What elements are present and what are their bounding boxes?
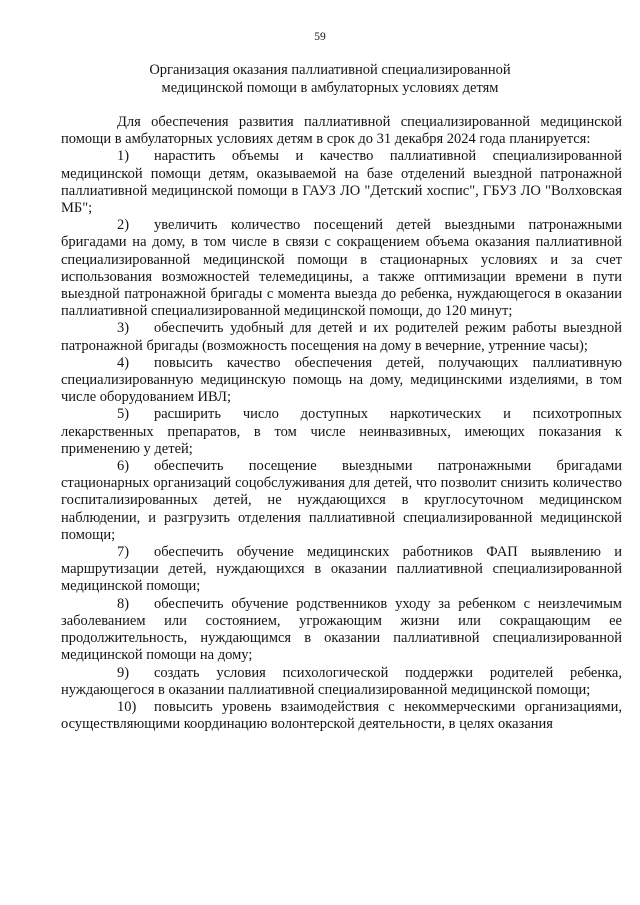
- page-number: 59: [314, 31, 326, 43]
- document-body: [61, 114, 622, 733]
- list-item: [61, 544, 622, 596]
- list-item: [61, 699, 622, 733]
- list-item-number: 4): [117, 354, 130, 371]
- heading-line-2: медицинской помощи в амбулаторных условиях детям: [161, 80, 499, 96]
- list-item: [61, 596, 622, 665]
- list-item: [61, 406, 622, 458]
- list-item-text: увеличить количество посещений детей выездными патронажными бригадами на дому, в том числе в связи с сокращением объема оказания паллиативной специализированной медицинской помощи в стационарных условиях и за счет использования возможностей телемедицины, а также оптимизации времени в пути выездной патронажной бригады с момента выезда до ребенка, нуждающегося в оказании паллиативной специализированной медицинской помощи, до 120 минут;: [61, 217, 622, 320]
- list-item-number: 7): [117, 544, 130, 561]
- list-item: [61, 217, 622, 320]
- list-item-number: 10): [117, 698, 137, 715]
- list-item-text: нарастить объемы и качество паллиативной специализированной медицинской помощи детям, оказываемой на базе отделений выездной патронажной паллиативной медицинской помощи в ГАУЗ ЛО "Детский хоспис", ГБУЗ ЛО "Волховская МБ";: [61, 148, 622, 217]
- list-item-text: обеспечить обучение медицинских работников ФАП выявлению и маршрутизации детей, нуждающихся в оказании паллиативной специализированной медицинской помощи;: [61, 544, 622, 595]
- list-item: [61, 148, 622, 217]
- list-item-text: повысить уровень взаимодействия с некоммерческими организациями, осуществляющими координацию волонтерской деятельности, в целях оказания: [61, 698, 622, 733]
- list-item: [61, 665, 622, 699]
- section-heading: [60, 61, 600, 97]
- list-item: [61, 355, 622, 407]
- list-item-number: 9): [117, 664, 130, 681]
- heading-line-1: Организация оказания паллиативной специализированной: [149, 62, 511, 78]
- list-item-number: 1): [117, 148, 130, 165]
- list-item-text: создать условия психологической поддержки родителей ребенка, нуждающегося в оказании паллиативной специализированной медицинской помощи;: [61, 664, 622, 698]
- list-item-text: повысить качество обеспечения детей, получающих паллиативную специализированную медицинскую помощь на дому, медицинскими изделиями, в том числе оборудованием ИВЛ;: [61, 354, 622, 406]
- planned-measures-list: [61, 148, 622, 733]
- list-item-number: 5): [117, 406, 130, 423]
- list-item: [61, 458, 622, 544]
- list-item-number: 8): [117, 595, 130, 612]
- list-item-number: 2): [117, 217, 130, 234]
- list-item: [61, 320, 622, 354]
- list-item-text: расширить число доступных наркотических и психотропных лекарственных препаратов, в том числе неинвазивных, имеющих показания к применению у детей;: [61, 406, 622, 457]
- intro-paragraph: Для обеспечения развития паллиативной специализированной медицинской помощи в амбулаторных условиях детям в срок до 31 декабря 2024 года планируется:: [61, 114, 622, 148]
- list-item-text: обеспечить обучение родственников уходу за ребенком с неизлечимым заболеванием или состоянием, угрожающим жизни или сокращающим ее продолжительность, нуждающимся в оказании паллиативной специализированной медицинской помощи на дому;: [61, 595, 622, 664]
- list-item-text: обеспечить посещение выездными патронажными бригадами стационарных организаций соцобслуживания для детей, что позволит снизить количество госпитализированных детей, не нуждающихся в круглосуточном медицинском наблюдении, и разгрузить отделения паллиативной специализированной медицинской помощи;: [61, 458, 622, 543]
- list-item-number: 6): [117, 458, 130, 475]
- list-item-text: обеспечить удобный для детей и их родителей режим работы выездной патронажной бригады (возможность посещения на дому в вечерние, утренние часы);: [61, 320, 622, 354]
- list-item-number: 3): [117, 320, 130, 337]
